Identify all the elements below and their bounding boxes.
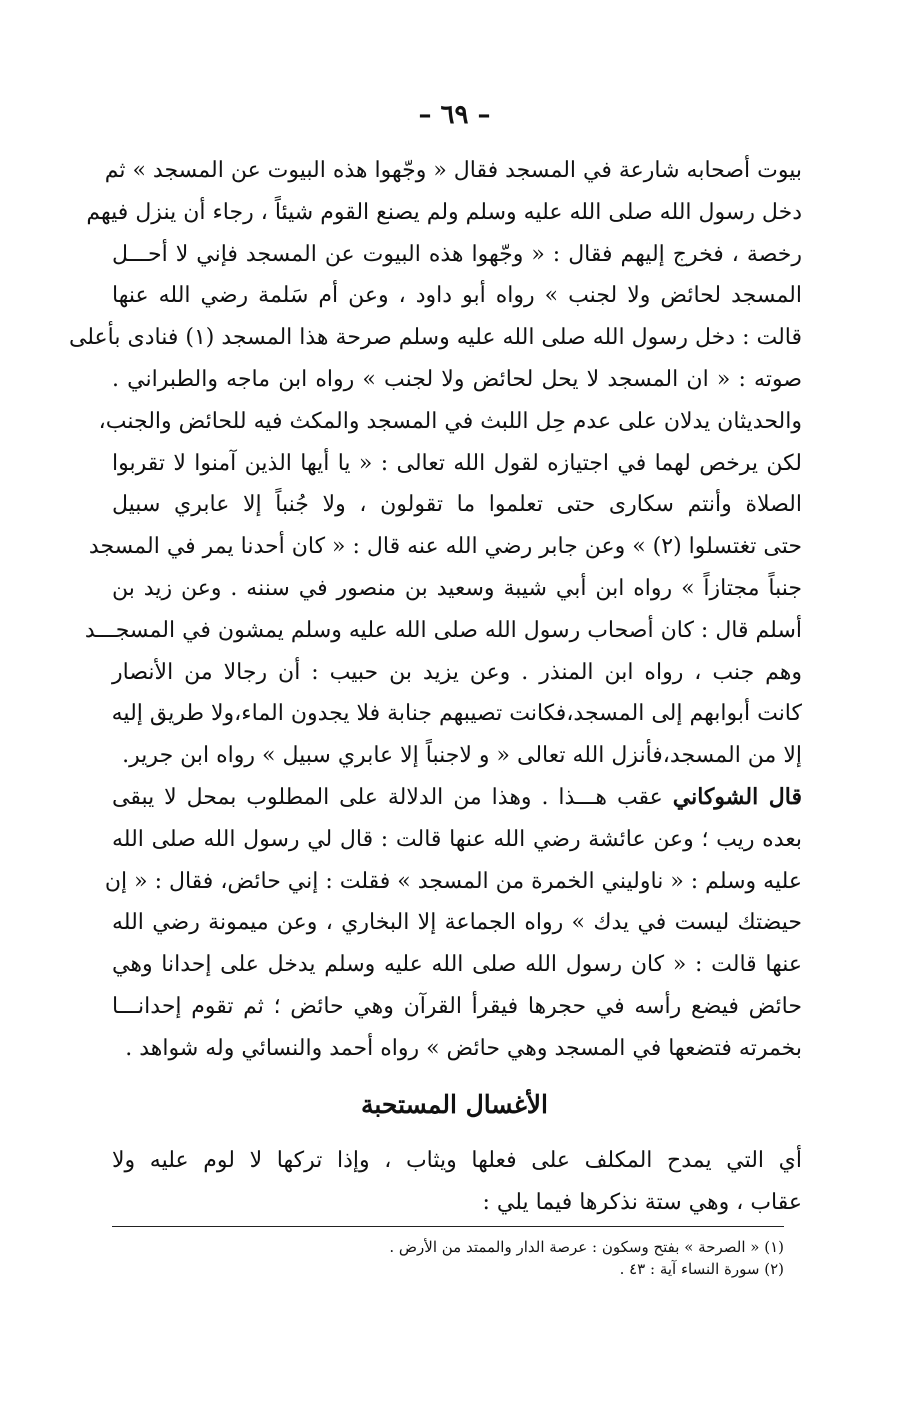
text-line: الصلاة وأنتم سكارى حتى تعلموا ما تقولون ، ولا جُنباً إلا عابري سبيل xyxy=(112,492,802,518)
text-line: والحديثان يدلان على عدم حِل اللبث في المسجد والمكث فيه للحائض والجنب، xyxy=(98,408,802,434)
text-line: إلا من المسجد،فأنزل الله تعالى « و لاجنباً إلا عابري سبيل » رواه ابن جرير. xyxy=(122,743,802,769)
text-line: قالت : دخل رسول الله صلى الله عليه وسلم صرحة هذا المسجد (١) فنادى بأعلى xyxy=(68,325,802,351)
footnote-divider xyxy=(112,1226,784,1227)
text-line: جنباً مجتازاً » رواه ابن أبي شيبة وسعيد بن منصور في سننه . وعن زيد بن xyxy=(112,575,802,601)
main-text xyxy=(68,150,802,1070)
text-line: حيضتك ليست في يدك » رواه الجماعة إلا البخاري ، وعن ميمونة رضي الله xyxy=(112,910,802,936)
text-line: لكن يرخص لهما في اجتيازه لقول الله تعالى : « يا أيها الذين آمنوا لا تقربوا xyxy=(112,450,802,476)
text-line: بيوت أصحابه شارعة في المسجد فقال « وجّهوا هذه البيوت عن المسجد » ثم xyxy=(104,158,802,183)
text-line: حتى تغتسلوا (٢) » وعن جابر رضي الله عنه قال : « كان أحدنا يمر في المسجد xyxy=(88,534,802,560)
footnote-2: (٢) سورة النساء آية : ٤٣ . xyxy=(619,1260,784,1278)
shawkani-rest: عقب هـــذا . وهذا من الدلالة على المطلوب بمحل لا يبقى xyxy=(112,784,673,810)
text-line: عقاب ، وهي ستة نذكرها فيما يلي : xyxy=(482,1189,802,1215)
text-line: عنها قالت : « كان رسول الله صلى الله عليه وسلم يدخل على إحدانا وهي xyxy=(112,952,802,978)
text-line: دخل رسول الله صلى الله عليه وسلم ولم يصنع القوم شيئاً ، رجاء أن ينزل فيهم xyxy=(86,199,802,225)
footnote-1: (١) « الصرحة » بفتح وسكون : عرصة الدار والممتد من الأرض . xyxy=(389,1238,784,1256)
text-line: عليه وسلم : « ناوليني الخمرة من المسجد » فقلت : إني حائض، فقال : « إن xyxy=(104,868,802,894)
shawkani-name: قال الشوكاني xyxy=(672,783,802,810)
text-line: صوته : « ان المسجد لا يحل لحائض ولا لجنب » رواه ابن ماجه والطبراني . xyxy=(112,366,802,392)
text-line-shawkani xyxy=(112,777,802,819)
section-heading: الأغسال المستحبة xyxy=(360,1090,548,1119)
text-line: وهم جنب ، رواه ابن المنذر . وعن يزيد بن حبيب : أن رجالا من الأنصار xyxy=(112,659,802,685)
text-line: المسجد لحائض ولا لجنب » رواه أبو داود ، وعن أم سَلمة رضي الله عنها xyxy=(112,283,802,309)
text-line: أسلم قال : كان أصحاب رسول الله صلى الله عليه وسلم يمشون في المسجـــد xyxy=(84,617,802,643)
text-line: بخمرته فتضعها في المسجد وهي حائض » رواه أحمد والنسائي وله شواهد . xyxy=(125,1035,802,1061)
page-number: – ٦٩ – xyxy=(418,100,491,130)
text-line: كانت أبوابهم إلى المسجد،فكانت تصيبهم جنابة فلا يجدون الماء،ولا طريق إليه xyxy=(111,701,802,727)
footnotes xyxy=(112,1236,784,1280)
section-intro xyxy=(112,1140,802,1224)
text-line: أي التي يمدح المكلف على فعلها ويثاب ، وإذا تركها لا لوم عليه ولا xyxy=(112,1148,802,1173)
text-line: حائض فيضع رأسه في حجرها فيقرأ القرآن وهي حائض ؛ ثم تقوم إحدانـــا xyxy=(112,993,802,1019)
text-line: بعده ريب ؛ وعن عائشة رضي الله عنها قالت : قال لي رسول الله صلى الله xyxy=(112,826,802,852)
text-line: رخصة ، فخرج إليهم فقال : « وجّهوا هذه البيوت عن المسجد فإني لا أحـــل xyxy=(112,241,802,267)
